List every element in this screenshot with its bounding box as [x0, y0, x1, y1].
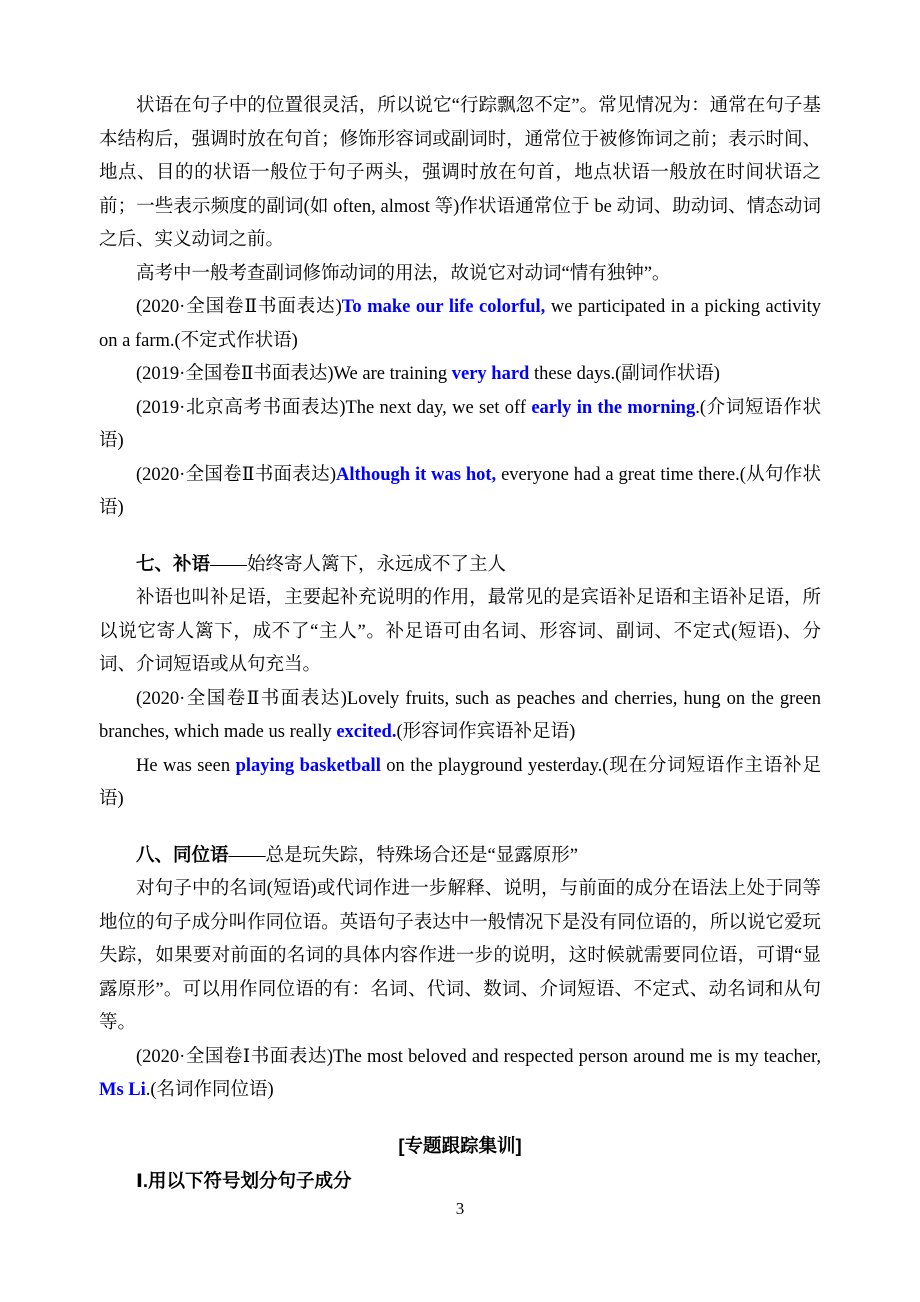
highlighted-phrase: Ms Li	[99, 1080, 146, 1100]
text-run: 对句子中的名词(短语)或代词作进一步解释、说明，与前面的成分在语法上处于同等地位的句子成分叫作同位语。英语句子表达中一般情况下是没有同位语的，所以说它爱玩失踪，如果要对前面的名词的具体内容作进一步的说明，这时候就需要同位语，可谓“显露原形”。可以用作同位语的有：名词、代词、数词、介词短语、不定式、动名词和从句等。	[99, 879, 821, 1033]
heading-label: [专题跟踪集训]	[398, 1134, 522, 1156]
text-run: ——始终寄人篱下，永远成不了主人	[210, 554, 507, 575]
text-run: 状语在句子中的位置很灵活，所以说它“行踪飘忽不定”。常见情况为：通常在句子基本结构后，强调时放在句首；修饰形容词或副词时，通常位于被修饰词之前；表示时间、地点、目的的状语一般位于句子两头，强调时放在句首，地点状语一般放在时间状语之前；一些表示频度的副词(如 often, almost 等)作状语通常位于 be 动词、助动词、情态动词之后、实义动词之前。	[99, 96, 821, 250]
example-adverb-adverbial	[99, 358, 821, 392]
section-heading-complement	[99, 547, 821, 583]
example-infinitive-adverbial	[99, 291, 821, 358]
text-run: .(介词短语作状语)	[99, 397, 822, 451]
text-run: (形容词作宾语补足语)	[396, 722, 576, 742]
text-run: (2020·全国卷Ⅱ书面表达)Lovely fruits, such as peaches and cherries, hung on the green branches, which made us really	[99, 688, 821, 742]
text-run: (2020·全国卷Ⅰ书面表达)The most beloved and respected person around me is my teacher,	[136, 1046, 821, 1067]
highlighted-phrase: early in the morning	[531, 397, 696, 418]
page-number: 3	[455, 1199, 465, 1218]
text-run: (2019·北京高考书面表达)The next day, we set off	[136, 397, 532, 418]
section-heading-appositive	[99, 838, 821, 874]
heading-exercise-one	[99, 1164, 821, 1200]
highlighted-phrase: very hard	[451, 364, 530, 384]
text-run: these days.(副词作状语)	[529, 364, 720, 384]
text-run: (2020·全国卷Ⅱ书面表达)	[136, 297, 342, 317]
text-run: (2020·全国卷Ⅱ书面表达)	[136, 464, 337, 485]
example-clause-adverbial	[99, 459, 821, 526]
example-adjective-object-complement	[99, 683, 821, 750]
text-run: He was seen	[136, 755, 236, 776]
heading-label: Ⅰ.用以下符号划分句子成分	[136, 1170, 352, 1191]
example-participle-subject-complement	[99, 750, 821, 817]
heading-label: 八、同位语	[136, 843, 229, 865]
text-run: (2019·全国卷Ⅱ书面表达)We are training	[136, 364, 452, 384]
heading-label: 七、补语	[136, 552, 211, 574]
example-prep-phrase-adverbial	[99, 392, 821, 459]
highlighted-phrase: playing basketball	[235, 755, 381, 776]
text-run: 高考中一般考查副词修饰动词的用法，故说它对动词“情有独钟”。	[136, 263, 671, 284]
paragraph-adverbial-position-intro	[99, 90, 821, 258]
text-run: on the playground yesterday.(现在分词短语作主语补足语)	[99, 755, 821, 809]
paragraph-adverbial-exam-note	[99, 258, 821, 292]
paragraph-complement-intro	[99, 582, 821, 683]
highlighted-phrase: Although it was hot,	[336, 464, 497, 485]
paragraph-appositive-intro	[99, 873, 821, 1041]
example-noun-appositive	[99, 1041, 821, 1108]
highlighted-phrase: To make our life colorful,	[341, 297, 546, 317]
text-run: ——总是玩失踪，特殊场合还是“显露原形”	[228, 845, 578, 866]
highlighted-phrase: excited.	[336, 722, 397, 742]
text-run: everyone had a great time there.(从句作状语)	[99, 464, 821, 518]
heading-topic-training	[99, 1129, 821, 1165]
text-run: we participated in a picking activity on a farm.(不定式作状语)	[99, 297, 821, 351]
text-run: 补语也叫补足语，主要起补充说明的作用，最常见的是宾语补足语和主语补足语，所以说它寄人篱下，成不了“主人”。补足语可由名词、形容词、副词、不定式(短语)、分词、介词短语或从句充当。	[99, 588, 821, 675]
text-run: .(名词作同位语)	[145, 1080, 274, 1100]
document-body	[99, 90, 821, 1200]
